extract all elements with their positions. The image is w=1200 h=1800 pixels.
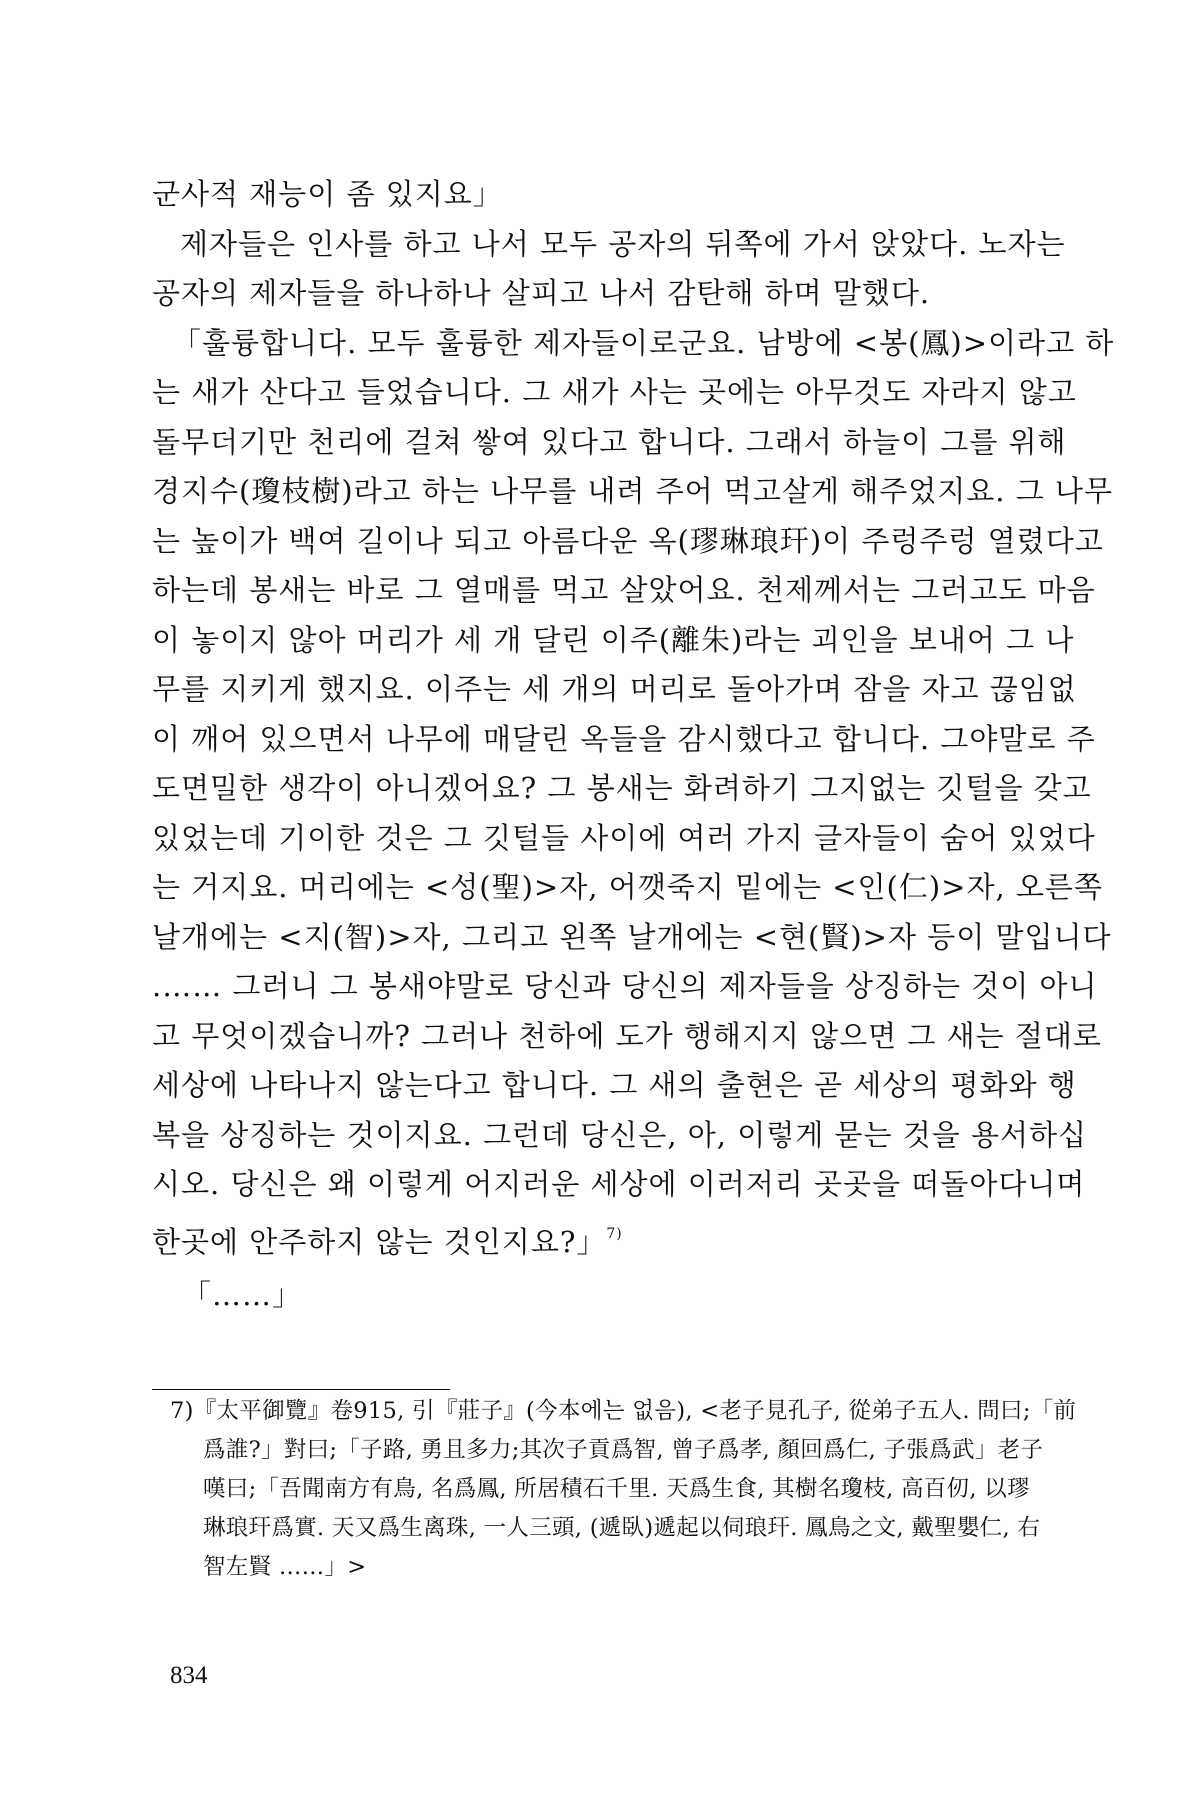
footnote-block [170,1392,1077,1587]
closing-quote-line: 「……」 [182,1278,303,1312]
footnote-line: 爲誰?」對曰;「子路, 勇且多力;其次子貢爲智, 曾子爲孝, 顏回爲仁, 子張爲武」老子 [203,1437,1044,1463]
text-line: 무를 지키게 했지요. 이주는 세 개의 머리로 돌아가며 잠을 자고 끊임없 [152,672,1077,706]
text-line: 제자들은 인사를 하고 나서 모두 공자의 뒤쪽에 가서 앉았다. 노자는 [180,226,1066,261]
text-line: 고 무엇이겠습니까? 그러나 천하에 도가 행해지지 않으면 그 새는 절대로 [152,1018,1102,1053]
body-text [152,170,1115,1321]
text-line: 도면밀한 생각이 아니겠어요? 그 봉새는 화려하기 그지없는 깃털을 갖고 [152,771,1092,805]
footnote-line: 智左賢 ……」> [203,1554,367,1580]
text-line: 는 높이가 백여 길이나 되고 아름다운 옥(璆琳琅玕)이 주렁주렁 열렸다고 [152,523,1104,558]
text-line: 세상에 나타나지 않는다고 합니다. 그 새의 출현은 곧 세상의 평화와 행 [152,1068,1077,1102]
text-line: 이 깨어 있으면서 나무에 매달린 옥들을 감시했다고 합니다. 그야말로 주 [152,721,1096,756]
text-line: 날개에는 <지(智)>자, 그리고 왼쪽 날개에는 <현(賢)>자 등이 말입니다 [152,919,1112,954]
page-number: 834 [170,1662,208,1689]
footnote-line: 琳琅玕爲實. 天又爲生离珠, 一人三頭, (遞臥)遞起以伺琅玕. 鳳鳥之文, 戴聖嬰仁, 右 [203,1515,1041,1541]
text-line: 하는데 봉새는 바로 그 열매를 먹고 살았어요. 천제께서는 그러고도 마음 [152,573,1096,607]
text-line-content: 한곳에 안주하지 않는 것인지요?」 [152,1224,607,1259]
footnote-line: 嘆曰;「吾聞南方有鳥, 名爲鳳, 所居積石千里. 天爲生食, 其樹名瓊枝, 高百仞, 以璆 [203,1476,1030,1502]
text-line: 공자의 제자들을 하나하나 살피고 나서 감탄해 하며 말했다. [152,276,931,310]
text-line: 는 새가 산다고 들었습니다. 그 새가 사는 곳에는 아무것도 자라지 않고 [152,375,1077,409]
text-line: 이 놓이지 않아 머리가 세 개 달린 이주(離朱)라는 괴인을 보내어 그 나 [152,622,1075,657]
text-line: 있었는데 기이한 것은 그 깃털들 사이에 여러 가지 글자들이 숨어 있었다 [152,820,1096,855]
text-line: 돌무더기만 천리에 걸쳐 쌓여 있다고 합니다. 그래서 하늘이 그를 위해 [152,424,1067,459]
text-line: .…… 그러니 그 봉새야말로 당신과 당신의 제자들을 상징하는 것이 아니 [152,969,1098,1003]
text-line: 시오. 당신은 왜 이렇게 어지러운 세상에 이러저리 곳곳을 떠돌아다니며 [152,1167,1086,1201]
text-line: 경지수(瓊枝樹)라고 하는 나무를 내려 주어 먹고살게 해주었지요. 그 나무 [152,474,1113,508]
text-line: 는 거지요. 머리에는 <성(聖)>자, 어깻죽지 밑에는 <인(仁)>자, 오른쪽 [152,870,1103,904]
text-line [152,1210,1052,1268]
footnote-line: 7)『太平御覽』卷915, 引『莊子』(今本에는 없음), <老子見孔子, 從弟子五人. 問曰;「前 [170,1398,1077,1424]
text-line: 복을 상징하는 것이지요. 그런데 당신은, 아, 이렇게 묻는 것을 용서하십 [152,1117,1088,1152]
text-line: 「훌륭합니다. 모두 훌륭한 제자들이로군요. 남방에 <봉(鳳)>이라고 하 [172,325,1115,360]
footnote-reference[interactable]: 7) [606,1225,623,1242]
text-line: 군사적 재능이 좀 있지요」 [152,177,503,211]
footnote-divider [152,1389,450,1390]
